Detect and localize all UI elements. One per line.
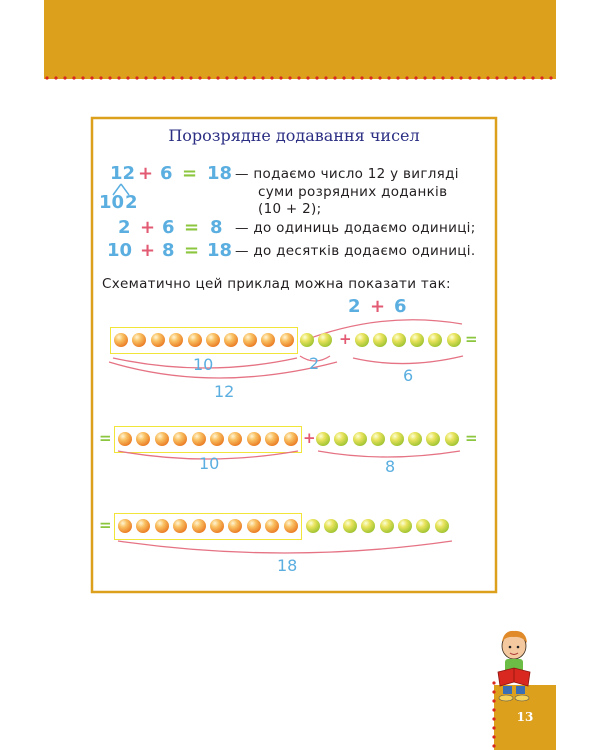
green-counter (447, 333, 461, 347)
orange-counter (192, 432, 206, 446)
eq3-a: 10 (107, 240, 133, 261)
eq1-split-units: 2 (125, 192, 138, 213)
diagram1-top-a: 2 (348, 296, 361, 317)
orange-counter (188, 333, 202, 347)
orange-counter (114, 333, 128, 347)
green-counter (445, 432, 459, 446)
diagram2-braces (110, 447, 470, 467)
equation-3 (107, 240, 237, 262)
green-counter (316, 432, 330, 446)
eq2-text: — до одиниць додаємо одиниці; (235, 220, 476, 236)
diagram2-label-eight: 8 (385, 457, 396, 476)
section-title: Порозрядне додавання чисел (168, 126, 420, 145)
green-counter (353, 432, 367, 446)
diagram1-label-two: 2 (309, 354, 320, 373)
eq1-equals: = (182, 163, 198, 184)
diagram1-top-sum (348, 296, 418, 318)
diagram1-label-ten: 10 (193, 355, 214, 374)
eq2-equals: = (184, 217, 200, 238)
header-banner (44, 0, 556, 79)
eq3-text: — до десятків додаємо одиниці. (235, 243, 476, 259)
eq1-split-tens: 10 (99, 192, 125, 213)
green-counter (300, 333, 314, 347)
green-counter (355, 333, 369, 347)
orange-counter (284, 432, 298, 446)
eq2-a: 2 (118, 217, 131, 238)
eq2-plus: + (140, 217, 156, 238)
green-counter (392, 333, 406, 347)
green-counter (398, 519, 412, 533)
eq1-plus: + (138, 163, 154, 184)
green-counter (390, 432, 404, 446)
green-counter (343, 519, 357, 533)
eq1-text-line3: (10 + 2); (258, 201, 322, 217)
green-counter (435, 519, 449, 533)
eq1-a: 12 (110, 163, 136, 184)
diagram1-top-b: 6 (394, 296, 407, 317)
orange-counter (192, 519, 206, 533)
dotted-border (44, 74, 556, 82)
diagram2-equals-right: = (465, 429, 478, 447)
diagram2-plus: + (303, 429, 316, 447)
eq3-equals: = (184, 240, 200, 261)
page-number: 13 (516, 710, 534, 724)
eq3-result: 18 (207, 240, 233, 261)
diagram1-equals: = (465, 330, 478, 348)
orange-counter (206, 333, 220, 347)
eq1-text-line1: — подаємо число 12 у вигляді (235, 166, 459, 182)
eq1-result: 18 (207, 163, 233, 184)
diagram2-equals-left: = (99, 429, 112, 447)
eq2-result: 8 (210, 217, 223, 238)
orange-counter (243, 333, 257, 347)
diagram1-top-plus: + (370, 296, 386, 317)
orange-counter (247, 519, 261, 533)
diagram2-label-ten: 10 (199, 454, 220, 473)
orange-counter (210, 432, 224, 446)
green-counter (306, 519, 320, 533)
orange-counter (280, 333, 294, 347)
equation-1 (110, 163, 240, 185)
orange-counter (155, 519, 169, 533)
diagram3-label-eighteen: 18 (277, 556, 298, 575)
eq2-b: 6 (162, 217, 175, 238)
orange-counter (155, 432, 169, 446)
eq3-b: 8 (162, 240, 175, 261)
diagram1-plus: + (339, 330, 352, 348)
equation-2 (118, 217, 238, 239)
diagram3-equals-left: = (99, 516, 112, 534)
boy-reading-icon (494, 628, 534, 708)
diagram1-braces (105, 348, 475, 388)
equation-1-split (99, 192, 139, 214)
eq1-b: 6 (160, 163, 173, 184)
orange-counter (284, 519, 298, 533)
orange-counter (118, 519, 132, 533)
orange-counter (151, 333, 165, 347)
orange-counter (210, 519, 224, 533)
diagram1-label-twelve: 12 (214, 382, 235, 401)
diagram1-label-six: 6 (403, 366, 414, 385)
green-counter (408, 432, 422, 446)
green-counter (380, 519, 394, 533)
green-counter (410, 333, 424, 347)
eq1-text-line2: суми розрядних доданків (258, 184, 448, 200)
orange-counter (118, 432, 132, 446)
orange-counter (247, 432, 261, 446)
schema-caption: Схематично цей приклад можна показати так: (102, 276, 451, 292)
eq3-plus: + (140, 240, 156, 261)
